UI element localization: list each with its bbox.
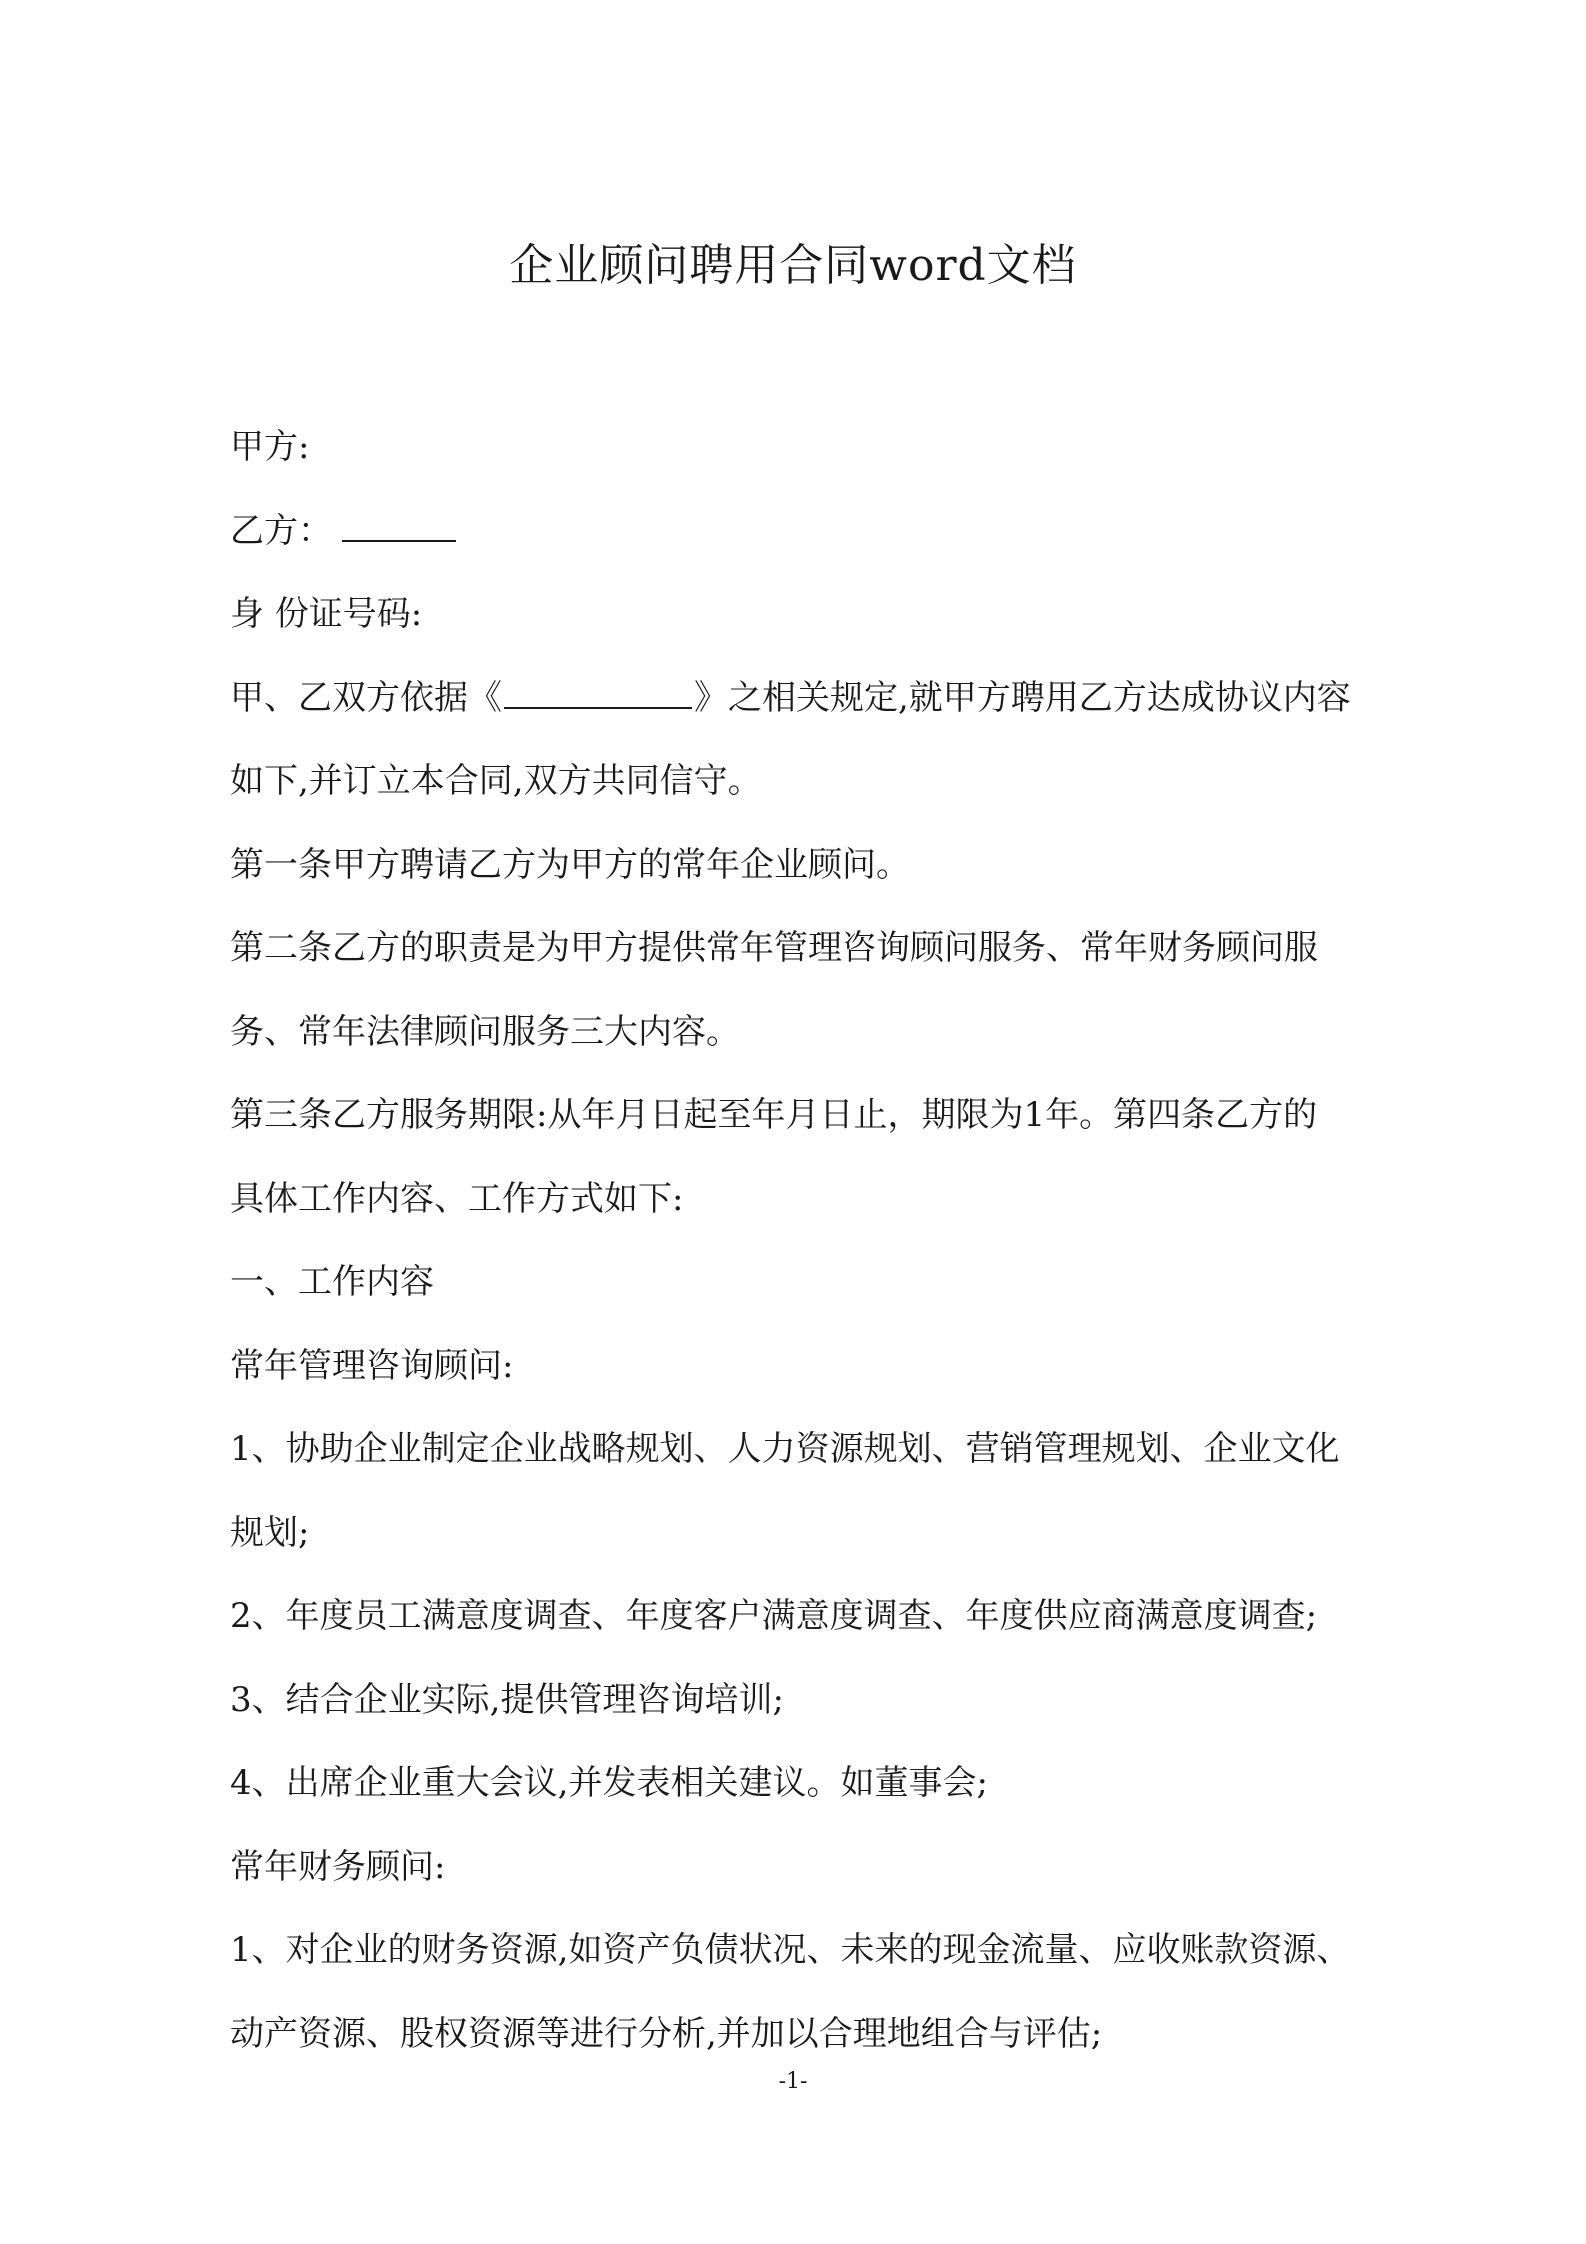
management-item-1-line-1: 1、协助企业制定企业战略规划、人力资源规划、营销管理规划、企业文化 (230, 1429, 1340, 1469)
management-heading: 常年管理咨询顾问: (230, 1345, 514, 1386)
section-one-heading: 一、工作内容 (230, 1262, 434, 1302)
party-a-label: 甲方: (230, 427, 310, 467)
intro-prefix: 甲、乙双方依据《 (230, 677, 502, 718)
law-name-blank (504, 681, 692, 709)
intro-suffix: 》之相关规定,就甲方聘用乙方达成协议内容 (694, 677, 1351, 718)
party-b-blank (342, 514, 456, 542)
id-number-label: 身 份证号码: (230, 594, 423, 634)
management-item-1-line-2: 规划; (230, 1512, 310, 1553)
finance-item-1-line-1: 1、对企业的财务资源,如资产负债状况、未来的现金流量、应收账款资源、 (230, 1930, 1351, 1970)
management-item-2: 2、年度员工满意度调查、年度客户满意度调查、年度供应商满意度调查; (230, 1596, 1318, 1636)
finance-item-1-line-2: 动产资源、股权资源等进行分析,并加以合理地组合与评估; (230, 2013, 1103, 2054)
management-item-3: 3、结合企业实际,提供管理咨询培训; (230, 1679, 784, 1720)
intro-line-1 (230, 657, 1440, 741)
article-3-line-2: 具体工作内容、工作方式如下: (230, 1178, 684, 1219)
article-2-line-1: 第二条乙方的职责是为甲方提供常年管理咨询顾问服务、常年财务顾问服 (230, 928, 1318, 968)
document-title: 企业顾问聘用合同word文档 (509, 240, 1077, 291)
finance-heading: 常年财务顾问: (230, 1846, 446, 1887)
article-1: 第一条甲方聘请乙方为甲方的常年企业顾问。 (230, 844, 910, 885)
article-3-line-1: 第三条乙方服务期限:从年月日起至年月日止，期限为1年。第四条乙方的 (230, 1095, 1318, 1135)
intro-line-2: 如下,并订立本合同,双方共同信守。 (230, 761, 762, 801)
party-a-line (230, 406, 1440, 490)
page-number: -1- (778, 2069, 808, 2094)
document-body (230, 406, 1440, 2076)
id-number-line (230, 573, 1440, 657)
party-b-line (230, 490, 1440, 574)
management-item-4: 4、出席企业重大会议,并发表相关建议。如董事会; (230, 1763, 988, 1803)
party-b-label: 乙方： (230, 510, 332, 551)
article-2-line-2: 务、常年法律顾问服务三大内容。 (230, 1011, 740, 1052)
